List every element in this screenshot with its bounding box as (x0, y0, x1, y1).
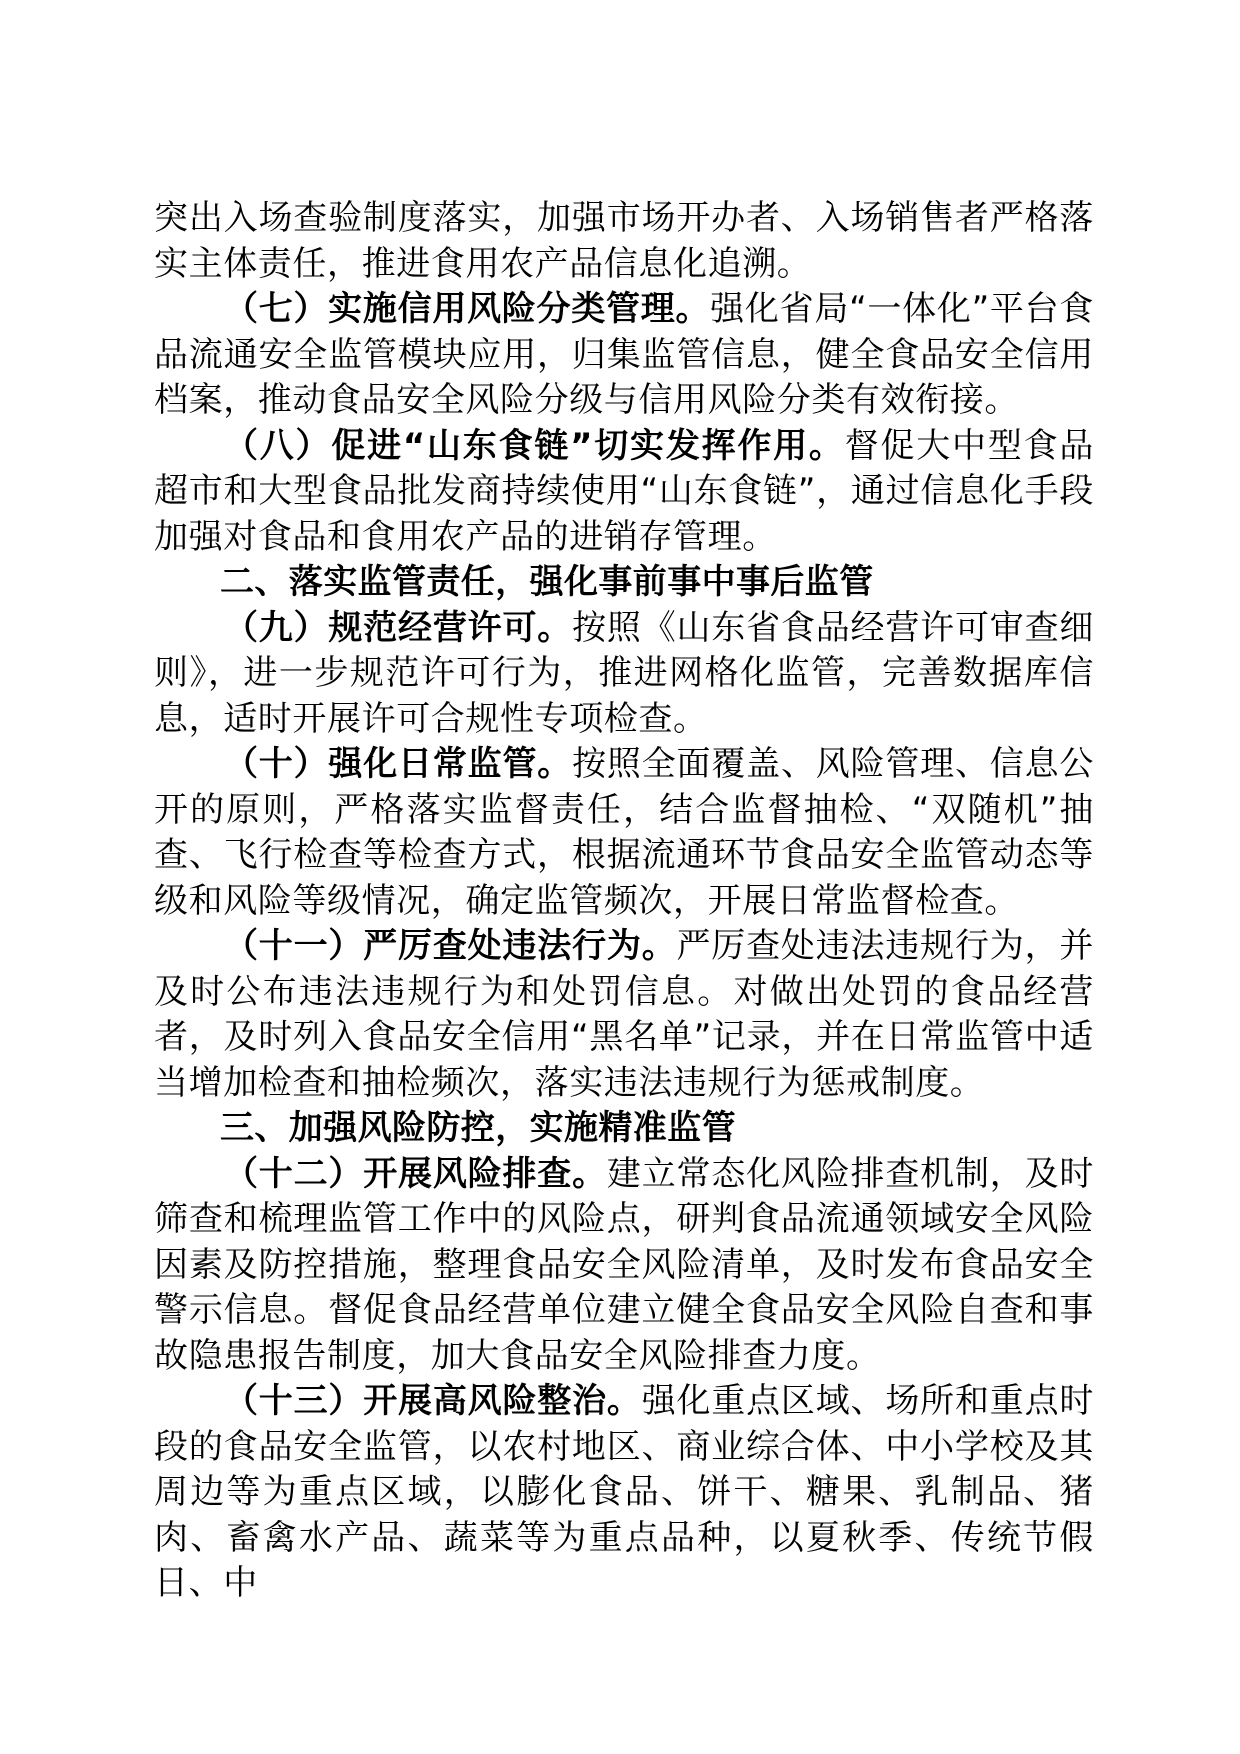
section-heading-2: 二、落实监管责任，强化事前事中事后监管 (220, 562, 874, 602)
paragraph-business-license (154, 606, 1094, 743)
paragraph-lead: （十）强化日常监管。 (224, 744, 573, 784)
paragraph-lead: （八）促进“山东食链”切实发挥作用。 (224, 425, 845, 466)
paragraph-risk-screening (154, 1152, 1094, 1380)
paragraph-market-inspection (154, 196, 1094, 287)
paragraph-text: 严厉查处违法违规行为，并及时公布违法违规行为和处罚信息。对做出处罚的食品经营者，及时列入食品安全信用“黑名单”记录，并在日常监管中适当增加检查和抽检频次，落实违法违规行为惩戒制度。 (154, 926, 1094, 1103)
paragraph-text: 督促大中型食品超市和大型食品批发商持续使用“山东食链”，通过信息化手段加强对食品和食用农产品的进销存管理。 (154, 425, 1094, 557)
paragraph-lead: （十一）严厉查处违法行为。 (224, 926, 677, 966)
paragraph-text: 按照《山东省食品经营许可审查细则》，进一步规范许可行为，推进网格化监管，完善数据库信息，适时开展许可合规性专项检查。 (154, 607, 1095, 739)
paragraph-credit-risk (154, 287, 1094, 424)
paragraph-lead: （十三）开展高风险整治。 (224, 1381, 642, 1421)
paragraph-text: 强化重点区域、场所和重点时段的食品安全监管，以农村地区、商业综合体、中小学校及其周边等为重点区域，以膨化食品、饼干、糖果、乳制品、猪肉、畜禽水产品、蔬菜等为重点品种，以夏秋季、传统节假日、中 (154, 1381, 1094, 1603)
paragraph-high-risk-rectification (154, 1379, 1094, 1607)
paragraph-text: 建立常态化风险排查机制，及时筛查和梳理监管工作中的风险点，研判食品流通领域安全风险因素及防控措施，整理食品安全风险清单，及时发布食品安全警示信息。督促食品经营单位建立健全食品安全风险自查和事故隐患报告制度，加大食品安全风险排查力度。 (154, 1153, 1094, 1376)
paragraph-text: 强化省局“一体化”平台食品流通安全监管模块应用，归集监管信息，健全食品安全信用档案，推动食品安全风险分级与信用风险分类有效衔接。 (154, 289, 1094, 420)
paragraph-text: 突出入场查验制度落实，加强市场开办者、入场销售者严格落实主体责任，推进食用农产品信息化追溯。 (154, 198, 1094, 284)
paragraph-lead: （九）规范经营许可。 (224, 607, 573, 648)
paragraph-lead: （七）实施信用风险分类管理。 (224, 289, 711, 329)
paragraph-violations (154, 924, 1094, 1106)
document-body (154, 196, 1094, 1607)
section-heading-3: 三、加强风险防控，实施精准监管 (220, 1108, 736, 1148)
paragraph-lead: （十二）开展风险排查。 (224, 1153, 607, 1194)
paragraph-text: 按照全面覆盖、风险管理、信息公开的原则，严格落实监督责任，结合监督抽检、“双随机”抽查、飞行检查等检查方式，根据流通环节食品安全监管动态等级和风险等级情况，确定监管频次，开展日常监督检查。 (154, 744, 1095, 921)
paragraph-daily-supervision (154, 742, 1094, 924)
paragraph-shandong-food-chain (154, 424, 1094, 561)
